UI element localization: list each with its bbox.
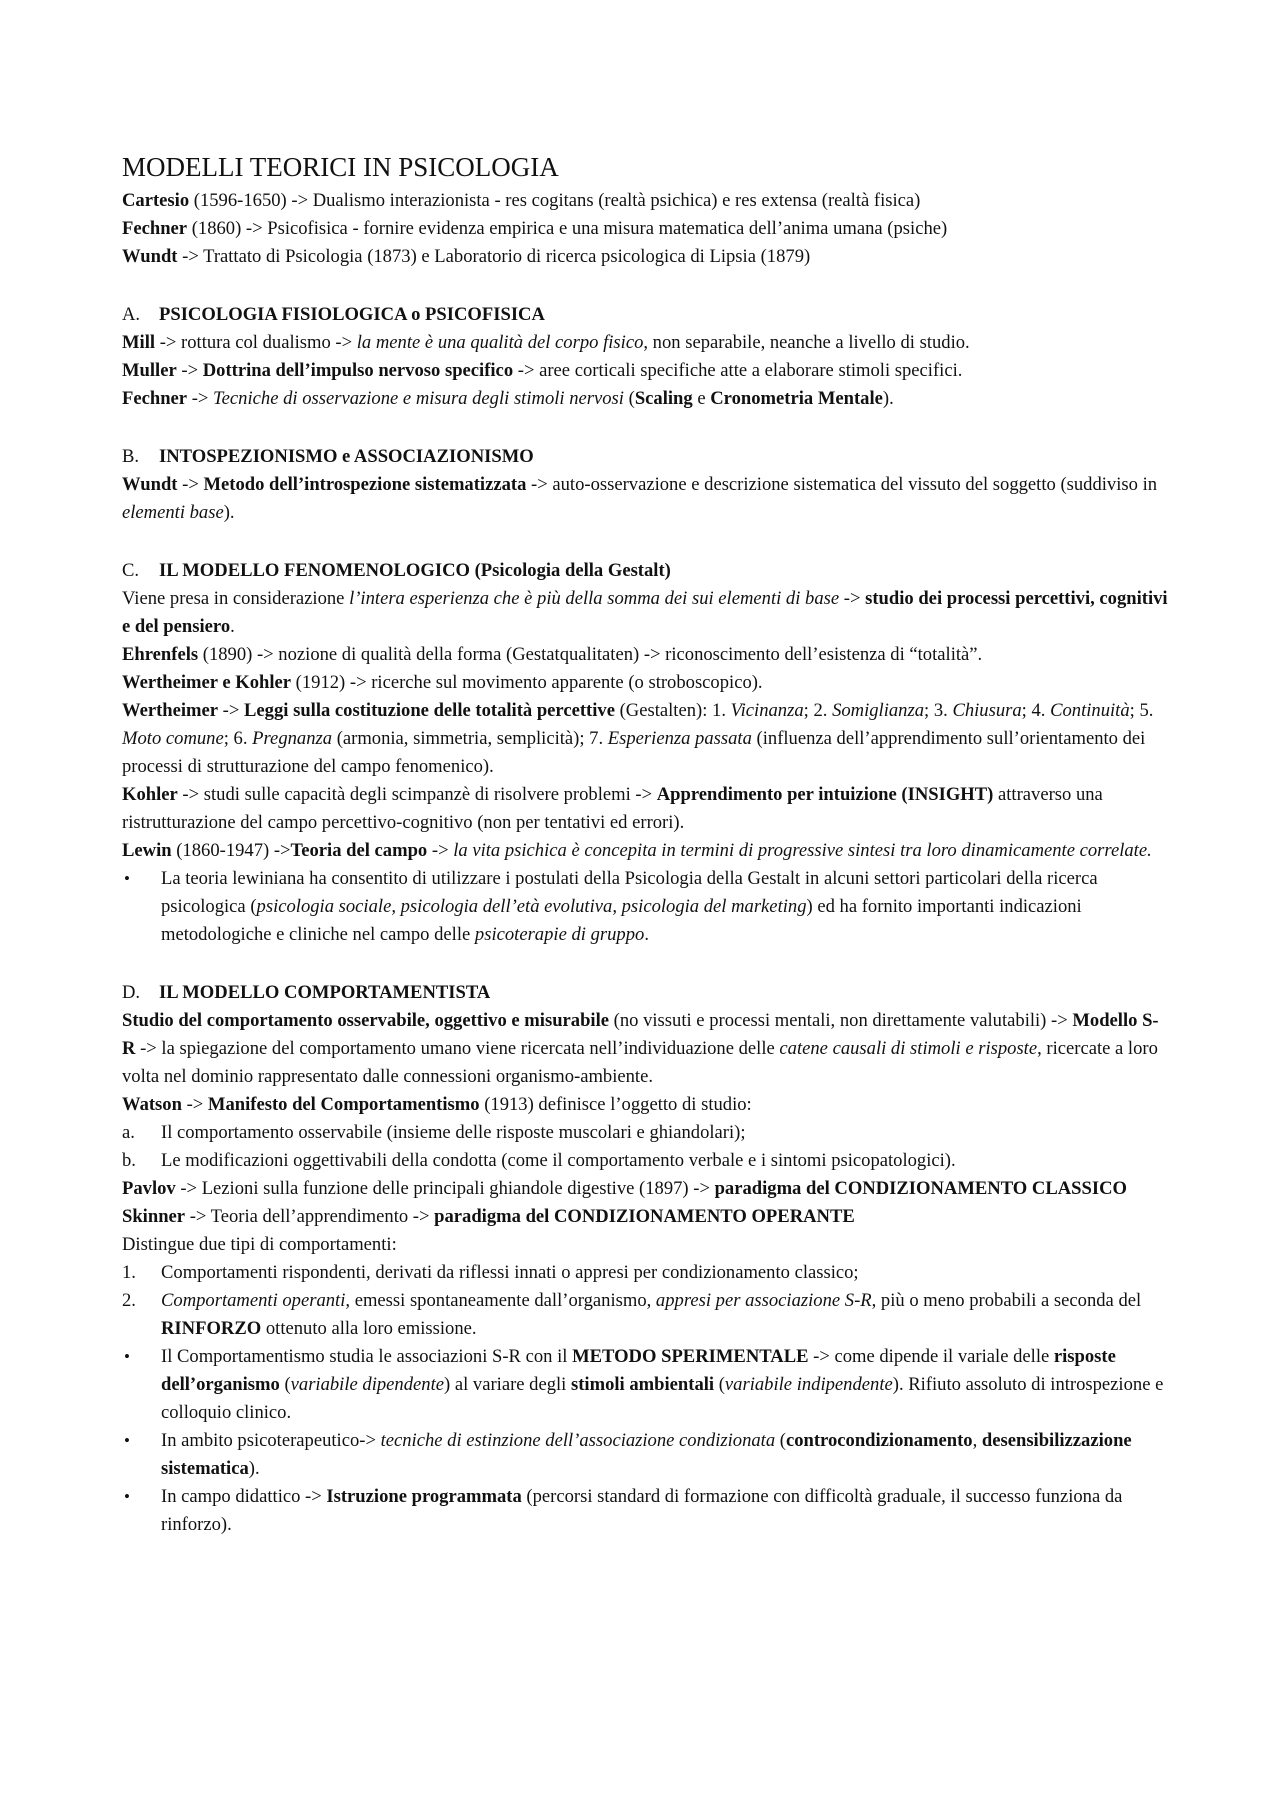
section-c-wertheimer-kohler: Wertheimer e Kohler (1912) -> ricerche sul movimento apparente (o stroboscopico).: [122, 672, 763, 693]
intro-cartesio: Cartesio (1596-1650) -> Dualismo interazionista - res cogitans (realtà psichica) e res extensa (realtà fisica): [122, 190, 921, 211]
document-page: [122, 150, 1172, 1539]
page-title: MODELLI TEORICI IN PSICOLOGIA: [122, 152, 559, 182]
section-d-watson: Watson -> Manifesto del Comportamentismo (1913) definisce l’oggetto di studio:: [122, 1094, 752, 1115]
section-d-distingue: Distingue due tipi di comportamenti:: [122, 1234, 397, 1255]
section-b-wundt: Wundt -> Metodo dell’introspezione sistematizzata -> auto-osservazione e descrizione sistematica del vissuto del soggetto (suddiviso in elementi base).: [122, 474, 1158, 523]
section-a-mill: Mill -> rottura col dualismo -> la mente è una qualità del corpo fisico, non separabile, neanche a livello di studio.: [122, 332, 970, 353]
section-b-heading: B. INTOSPEZIONISMO e ASSOCIAZIONISMO: [122, 446, 534, 467]
section-d-skinner: Skinner -> Teoria dell’apprendimento -> paradigma del CONDIZIONAMENTO OPERANTE: [122, 1206, 855, 1227]
section-c-kohler: Kohler -> studi sulle capacità degli scimpanzè di risolvere problemi -> Apprendimento per intuizione (INSIGHT) attraverso una ristrutturazione del campo percettivo-cognitivo (non per tentativi ed errori).: [122, 784, 1103, 833]
section-c-bullet: • La teoria lewiniana ha consentito di utilizzare i postulati della Psicologia della Gestalt in alcuni settori particolari della ricerca psicologica (psicologia sociale, psicologia dell’età evolutiva, psicologia del marketing) ed ha fornito importanti indicazioni metodologiche e cliniche nel campo delle psicoterapie di gruppo.: [124, 868, 1098, 945]
intro-wundt: Wundt -> Trattato di Psicologia (1873) e Laboratorio di ricerca psicologica di Lipsia (1879): [122, 246, 811, 267]
section-d-bullet-3: • In campo didattico -> Istruzione programmata (percorsi standard di formazione con difficoltà graduale, il successo funziona da rinforzo).: [124, 1486, 1123, 1535]
section-d-item-2: 2. Comportamenti operanti, emessi spontaneamente dall’organismo, appresi per associazione S-R, più o meno probabili a seconda del RINFORZO ottenuto alla loro emissione.: [122, 1290, 1142, 1339]
section-d-item-b: b. Le modificazioni oggettivabili della condotta (come il comportamento verbale e i sintomi psicopatologici).: [122, 1150, 956, 1171]
section-c-intro: Viene presa in considerazione l’intera esperienza che è più della somma dei sui elementi di base -> studio dei processi percettivi, cognitivi e del pensiero.: [122, 588, 1168, 637]
section-c-ehrenfels: Ehrenfels (1890) -> nozione di qualità della forma (Gestatqualitaten) -> riconoscimento dell’esistenza di “totalità”.: [122, 644, 983, 665]
section-c-heading: C. IL MODELLO FENOMENOLOGICO (Psicologia della Gestalt): [122, 560, 671, 581]
section-d-bullet-2: • In ambito psicoterapeutico-> tecniche di estinzione dell’associazione condizionata (controcondizionamento, desensibilizzazione sistematica).: [124, 1430, 1132, 1479]
section-c-wertheimer: Wertheimer -> Leggi sulla costituzione delle totalità percettive (Gestalten): 1. Vicinanza; 2. Somiglianza; 3. Chiusura; 4. Continuità; 5. Moto comune; 6. Pregnanza (armonia, simmetria, semplicità); 7. Esperienza passata (influenza dell’apprendimento sull’orientamento dei processi di strutturazione del campo fenomenico).: [122, 700, 1154, 777]
intro-fechner: Fechner (1860) -> Psicofisica - fornire evidenza empirica e una misura matematica dell’anima umana (psiche): [122, 218, 948, 239]
section-a-fechner: Fechner -> Tecniche di osservazione e misura degli stimoli nervosi (Scaling e Cronometria Mentale).: [122, 388, 894, 409]
section-a-heading: A. PSICOLOGIA FISIOLOGICA o PSICOFISICA: [122, 304, 545, 325]
section-a-muller: Muller -> Dottrina dell’impulso nervoso specifico -> aree corticali specifiche atte a elaborare stimoli specifici.: [122, 360, 963, 381]
section-d-bullet-1: • Il Comportamentismo studia le associazioni S-R con il METODO SPERIMENTALE -> come dipende il variale delle risposte dell’organismo (variabile dipendente) al variare degli stimoli ambientali (variabile indipendente). Rifiuto assoluto di introspezione e colloquio clinico.: [124, 1346, 1164, 1423]
section-d-intro: Studio del comportamento osservabile, oggettivo e misurabile (no vissuti e processi mentali, non direttamente valutabili) -> Modello S-R -> la spiegazione del comportamento umano viene ricercata nell’individuazione delle catene causali di stimoli e risposte, ricercate a loro volta nel dominio rappresentato dalle connessioni organismo-ambiente.: [122, 1010, 1159, 1087]
section-c-lewin: Lewin (1860-1947) ->Teoria del campo -> la vita psichica è concepita in termini di progressive sintesi tra loro dinamicamente correlate.: [122, 840, 1152, 861]
section-d-heading: D. IL MODELLO COMPORTAMENTISTA: [122, 982, 491, 1003]
section-d-item-a: a. Il comportamento osservabile (insieme delle risposte muscolari e ghiandolari);: [122, 1122, 746, 1143]
section-d-pavlov: Pavlov -> Lezioni sulla funzione delle principali ghiandole digestive (1897) -> paradigma del CONDIZIONAMENTO CLASSICO: [122, 1178, 1127, 1199]
section-d-item-1: 1. Comportamenti rispondenti, derivati da riflessi innati o appresi per condizionamento classico;: [122, 1262, 859, 1283]
